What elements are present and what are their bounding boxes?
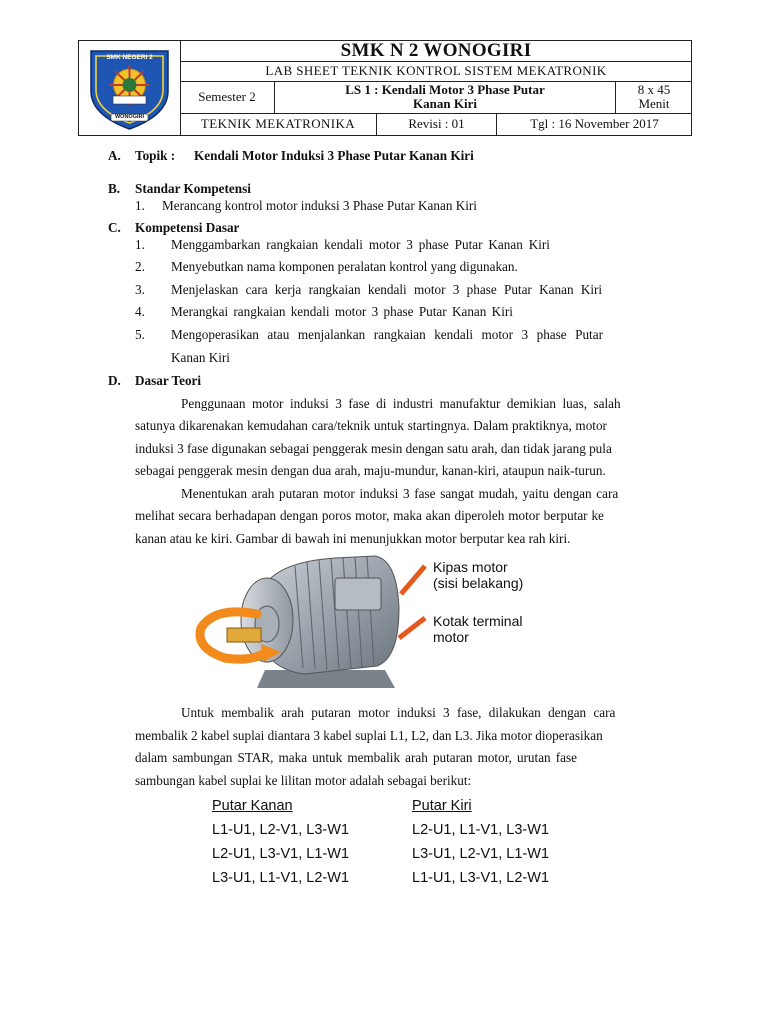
section-c-label: C. xyxy=(108,220,121,235)
terminal-pointer-arrow xyxy=(399,618,425,638)
putar-kanan-row: L1-U1, L2-V1, L3-W1 xyxy=(212,822,350,838)
motor-shaft xyxy=(227,628,261,642)
department: TEKNIK MEKATRONIKA xyxy=(200,115,356,131)
section-d-title: Dasar Teori xyxy=(135,373,202,388)
ls-title xyxy=(275,81,615,113)
paragraph-1-line: sebagai penggerak mesin dengan dua arah, maju-mundur, kanan-kiri, ataupun naik-turun. xyxy=(135,463,606,478)
putar-kanan-header: Putar Kanan xyxy=(212,798,293,814)
terminal-label-line1: Kotak terminal xyxy=(433,613,523,629)
c-item-num: 5. xyxy=(135,327,145,342)
fan-label-line1: Kipas motor xyxy=(433,559,508,575)
section-a-title: Topik : xyxy=(135,148,176,163)
paragraph-3-line: membalik 2 kabel suplai diantara 3 kabel suplai L1, L2, dan L3. Jika motor dioperasikan xyxy=(135,728,603,743)
section-d-label: D. xyxy=(108,373,121,388)
c-item-text: Mengoperasikan atau menjalankan rangkaian kendali motor 3 phase Putar xyxy=(171,327,603,342)
paragraph-2-line: kanan atau ke kiri. Gambar di bawah ini menunjukkan motor berputar kea rah kiri. xyxy=(135,531,571,546)
ls-title-line2: Kanan Kiri xyxy=(413,96,477,111)
paragraph-3-line: Untuk membalik arah putaran motor induksi 3 fase, dilakukan dengan cara xyxy=(181,705,616,720)
fan-pointer-arrow xyxy=(401,566,425,594)
duration-line1: 8 x 45 xyxy=(637,81,671,97)
motor-base xyxy=(257,670,395,688)
paragraph-1-line: induksi 3 fase digunakan sebagai penggerak mesin dengan satu arah, dan tidak jarang pula xyxy=(135,441,612,456)
header-table xyxy=(78,40,692,136)
school-name: SMK N 2 WONOGIRI xyxy=(340,39,532,61)
paragraph-1-line: Penggunaan motor induksi 3 fase di industri manufaktur demikian luas, salah xyxy=(181,396,621,411)
paragraph-3-line: dalam sambungan STAR, maka untuk membalik arah putaran motor, urutan fase xyxy=(135,750,577,765)
section-a-topic: Kendali Motor Induksi 3 Phase Putar Kanan Kiri xyxy=(194,148,474,163)
c-item-text: Menjelaskan cara kerja rangkaian kendali motor 3 phase Putar Kanan Kiri xyxy=(171,282,603,297)
paragraph-2-line: melihat secara berhadapan dengan poros motor, maka akan diperoleh motor berputar ke xyxy=(135,508,604,523)
lab-sheet-title: LAB SHEET TEKNIK KONTROL SISTEM MEKATRONIK xyxy=(265,62,607,78)
paragraph-1-line: satunya dikarenakan kemudahan cara/teknik untuk startingnya. Dalam praktiknya, motor xyxy=(135,418,607,433)
c-item-num: 3. xyxy=(135,282,145,297)
putar-kiri-row: L3-U1, L2-V1, L1-W1 xyxy=(412,846,550,862)
c-item-num: 1. xyxy=(135,237,145,252)
putar-kiri-row: L2-U1, L1-V1, L3-W1 xyxy=(412,822,550,838)
putar-kanan-row: L2-U1, L3-V1, L1-W1 xyxy=(212,846,350,862)
terminal-label-line2: motor xyxy=(433,629,469,645)
section-a-label: A. xyxy=(108,148,121,163)
duration xyxy=(616,81,692,113)
section-b-label: B. xyxy=(108,181,121,196)
logo-cell xyxy=(79,41,181,135)
fan-label-line2: (sisi belakang) xyxy=(433,575,524,591)
putar-kanan-row: L3-U1, L1-V1, L2-W1 xyxy=(212,870,350,886)
terminal-box xyxy=(335,578,381,610)
c-item-5-continuation: Kanan Kiri xyxy=(171,350,230,365)
semester: Semester 2 xyxy=(198,88,256,104)
c-item-text: Merangkai rangkaian kendali motor 3 phase Putar Kanan Kiri xyxy=(171,304,513,319)
paragraph-3-line: sambungan kabel suplai ke lilitan motor adalah sebagai berikut: xyxy=(135,773,472,788)
c-item-text: Menggambarkan rangkaian kendali motor 3 phase Putar Kanan Kiri xyxy=(171,237,550,252)
logo-bottom-text: WONOGIRI xyxy=(114,114,145,120)
logo-top-text: SMK NEGERI 2 xyxy=(106,54,153,61)
putar-kiri-header: Putar Kiri xyxy=(412,798,472,814)
section-b-item-num: 1. xyxy=(135,198,145,213)
section-c-title: Kompetensi Dasar xyxy=(135,220,240,235)
c-item-num: 4. xyxy=(135,304,145,319)
date: Tgl : 16 November 2017 xyxy=(530,115,659,131)
c-item-num: 2. xyxy=(135,259,145,274)
section-b-title: Standar Kompetensi xyxy=(135,181,251,196)
section-b-item: Merancang kontrol motor induksi 3 Phase Putar Kanan Kiri xyxy=(162,198,477,213)
putar-kiri-row: L1-U1, L3-V1, L2-W1 xyxy=(412,870,550,886)
ls-title-line1: LS 1 : Kendali Motor 3 Phase Putar xyxy=(345,81,545,97)
revision: Revisi : 01 xyxy=(408,115,465,131)
duration-line2: Menit xyxy=(638,96,670,111)
paragraph-2-line: Menentukan arah putaran motor induksi 3 fase sangat mudah, yaitu dengan cara xyxy=(181,486,619,501)
c-item-text: Menyebutkan nama komponen peralatan kontrol yang digunakan. xyxy=(171,259,518,274)
